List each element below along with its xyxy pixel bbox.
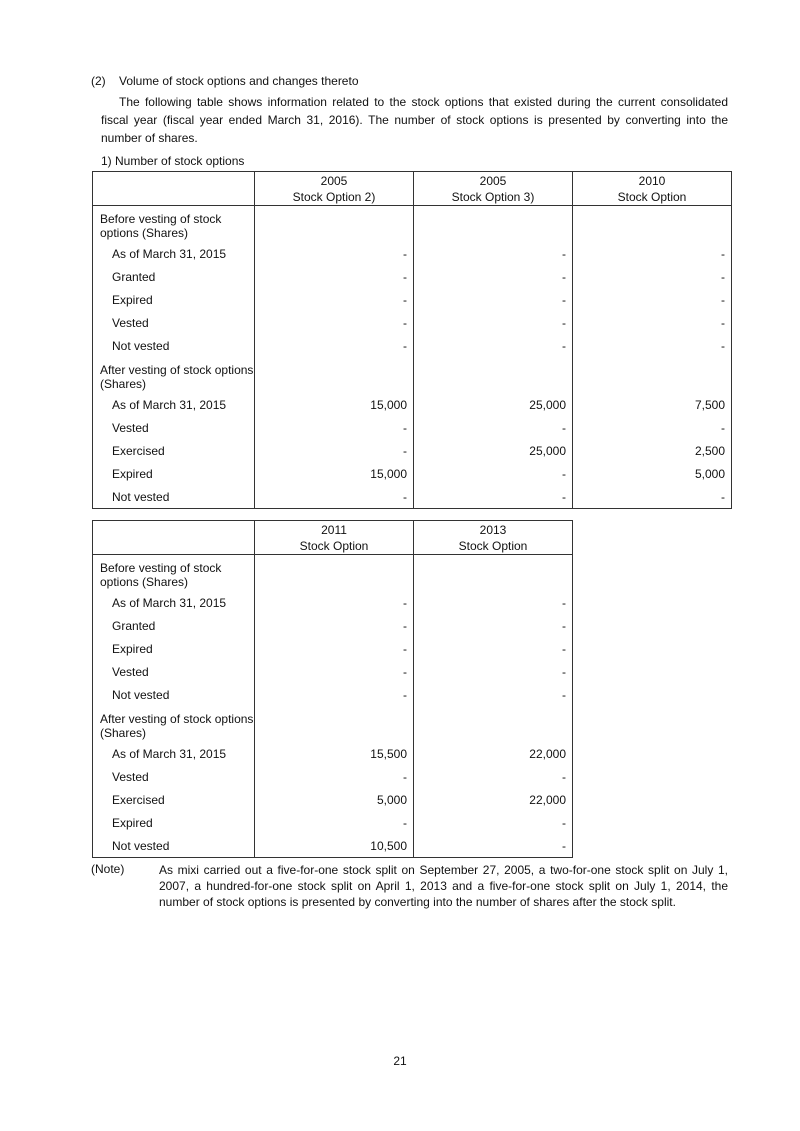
cell-value: - <box>255 637 414 660</box>
cell-value: - <box>414 265 573 288</box>
cell-value: - <box>414 834 573 858</box>
table-row <box>93 788 573 811</box>
cell-value: - <box>573 265 732 288</box>
cell-value: - <box>573 485 732 509</box>
cell-value: - <box>255 439 414 462</box>
table-row <box>93 660 573 683</box>
page-number: 21 <box>393 1054 407 1068</box>
cell-value: - <box>255 683 414 706</box>
cell-value: - <box>255 242 414 265</box>
group-row-before-vesting <box>93 206 732 243</box>
note-label: (Note) <box>91 862 125 876</box>
table-row <box>93 334 732 357</box>
table-row <box>93 811 573 834</box>
group-row-before-vesting <box>93 555 573 592</box>
cell-value: - <box>255 591 414 614</box>
group-row-after-vesting <box>93 706 573 742</box>
cell-value: - <box>573 288 732 311</box>
row-label: Exercised <box>93 788 255 811</box>
row-label: Not vested <box>93 683 255 706</box>
row-label: Vested <box>93 311 255 334</box>
row-label: Expired <box>93 288 255 311</box>
note-text: As mixi carried out a five-for-one stock split on September 27, 2005, a two-for-one stock split on July 1, 2007, a hundred-for-one stock split on April 1, 2013 and a five-for-one stock split on July 1, 2014, the number of stock options is presented by converting into the number of shares after the stock split. <box>159 863 728 909</box>
group-label: After vesting of stock options (Shares) <box>93 706 255 742</box>
cell-value: - <box>255 614 414 637</box>
cell-value: 25,000 <box>414 439 573 462</box>
cell-value: - <box>255 288 414 311</box>
cell-value: 10,500 <box>255 834 414 858</box>
cell-value: 5,000 <box>255 788 414 811</box>
column-header <box>255 172 414 206</box>
table-row <box>93 288 732 311</box>
cell-value: - <box>255 660 414 683</box>
column-name: Stock Option <box>299 538 369 553</box>
cell-value: - <box>255 416 414 439</box>
cell-value: - <box>414 288 573 311</box>
stock-options-table-2 <box>92 520 573 858</box>
table-row <box>93 393 732 416</box>
column-year: 2005 <box>479 173 507 188</box>
cell-value: 5,000 <box>573 462 732 485</box>
cell-value: - <box>414 311 573 334</box>
cell-value: - <box>255 811 414 834</box>
row-label: Expired <box>93 462 255 485</box>
group-label: Before vesting of stock options (Shares) <box>93 555 255 592</box>
cell-value: - <box>255 311 414 334</box>
cell-value: - <box>573 334 732 357</box>
table-row <box>93 485 732 509</box>
cell-value: - <box>414 637 573 660</box>
section-title: Volume of stock options and changes thereto <box>119 74 359 88</box>
row-label: Vested <box>93 416 255 439</box>
table-row <box>93 591 573 614</box>
table-row <box>93 742 573 765</box>
group-label: Before vesting of stock options (Shares) <box>93 206 255 243</box>
table-header-row <box>93 521 573 555</box>
cell-value: 15,000 <box>255 462 414 485</box>
cell-value: - <box>414 660 573 683</box>
row-label: As of March 31, 2015 <box>93 242 255 265</box>
cell-value: - <box>414 485 573 509</box>
table-row <box>93 614 573 637</box>
row-label: Not vested <box>93 834 255 858</box>
column-header <box>573 172 732 206</box>
row-label: Expired <box>93 637 255 660</box>
header-blank-cell <box>93 172 255 206</box>
column-name: Stock Option 3) <box>451 189 535 204</box>
cell-value: 25,000 <box>414 393 573 416</box>
cell-value: - <box>414 416 573 439</box>
cell-value: - <box>414 811 573 834</box>
row-label: Granted <box>93 614 255 637</box>
table-row <box>93 416 732 439</box>
cell-value: - <box>255 265 414 288</box>
table-row <box>93 834 573 858</box>
cell-value: - <box>414 242 573 265</box>
row-label: Not vested <box>93 485 255 509</box>
cell-value: - <box>255 334 414 357</box>
column-year: 2011 <box>321 522 347 537</box>
stock-options-table-1 <box>92 171 732 509</box>
table-header-row <box>93 172 732 206</box>
column-name: Stock Option <box>458 538 528 553</box>
cell-value: - <box>414 683 573 706</box>
intro-paragraph: The following table shows information related to the stock options that existed during the current consolidated fiscal year (fiscal year ended March 31, 2016). The number of stock options is presented by converting into the number of shares. <box>101 95 728 145</box>
header-blank-cell <box>93 521 255 555</box>
row-label: As of March 31, 2015 <box>93 393 255 416</box>
cell-value: - <box>414 765 573 788</box>
cell-value: 7,500 <box>573 393 732 416</box>
column-year: 2010 <box>638 173 666 188</box>
row-label: Granted <box>93 265 255 288</box>
table-row <box>93 311 732 334</box>
table-row <box>93 683 573 706</box>
table-row <box>93 462 732 485</box>
subsection-title: 1) Number of stock options <box>101 154 245 168</box>
row-label: As of March 31, 2015 <box>93 591 255 614</box>
column-year: 2013 <box>479 522 507 537</box>
row-label: Not vested <box>93 334 255 357</box>
column-name: Stock Option <box>617 189 687 204</box>
cell-value: - <box>414 334 573 357</box>
cell-value: 15,000 <box>255 393 414 416</box>
column-name: Stock Option 2) <box>292 189 376 204</box>
table-row <box>93 265 732 288</box>
cell-value: 22,000 <box>414 788 573 811</box>
column-header <box>255 521 414 555</box>
cell-value: - <box>255 485 414 509</box>
table-row <box>93 242 732 265</box>
group-label: After vesting of stock options (Shares) <box>93 357 255 393</box>
cell-value: - <box>255 765 414 788</box>
cell-value: - <box>414 591 573 614</box>
row-label: As of March 31, 2015 <box>93 742 255 765</box>
cell-value: - <box>414 462 573 485</box>
column-header <box>414 172 573 206</box>
cell-value: - <box>573 416 732 439</box>
row-label: Vested <box>93 765 255 788</box>
cell-value: 2,500 <box>573 439 732 462</box>
cell-value: - <box>573 311 732 334</box>
column-header <box>414 521 573 555</box>
row-label: Exercised <box>93 439 255 462</box>
cell-value: - <box>414 614 573 637</box>
row-label: Expired <box>93 811 255 834</box>
group-row-after-vesting <box>93 357 732 393</box>
cell-value: 15,500 <box>255 742 414 765</box>
section-number: (2) <box>91 74 106 88</box>
table-row <box>93 765 573 788</box>
column-year: 2005 <box>320 173 348 188</box>
cell-value: 22,000 <box>414 742 573 765</box>
table-row <box>93 439 732 462</box>
row-label: Vested <box>93 660 255 683</box>
table-row <box>93 637 573 660</box>
cell-value: - <box>573 242 732 265</box>
